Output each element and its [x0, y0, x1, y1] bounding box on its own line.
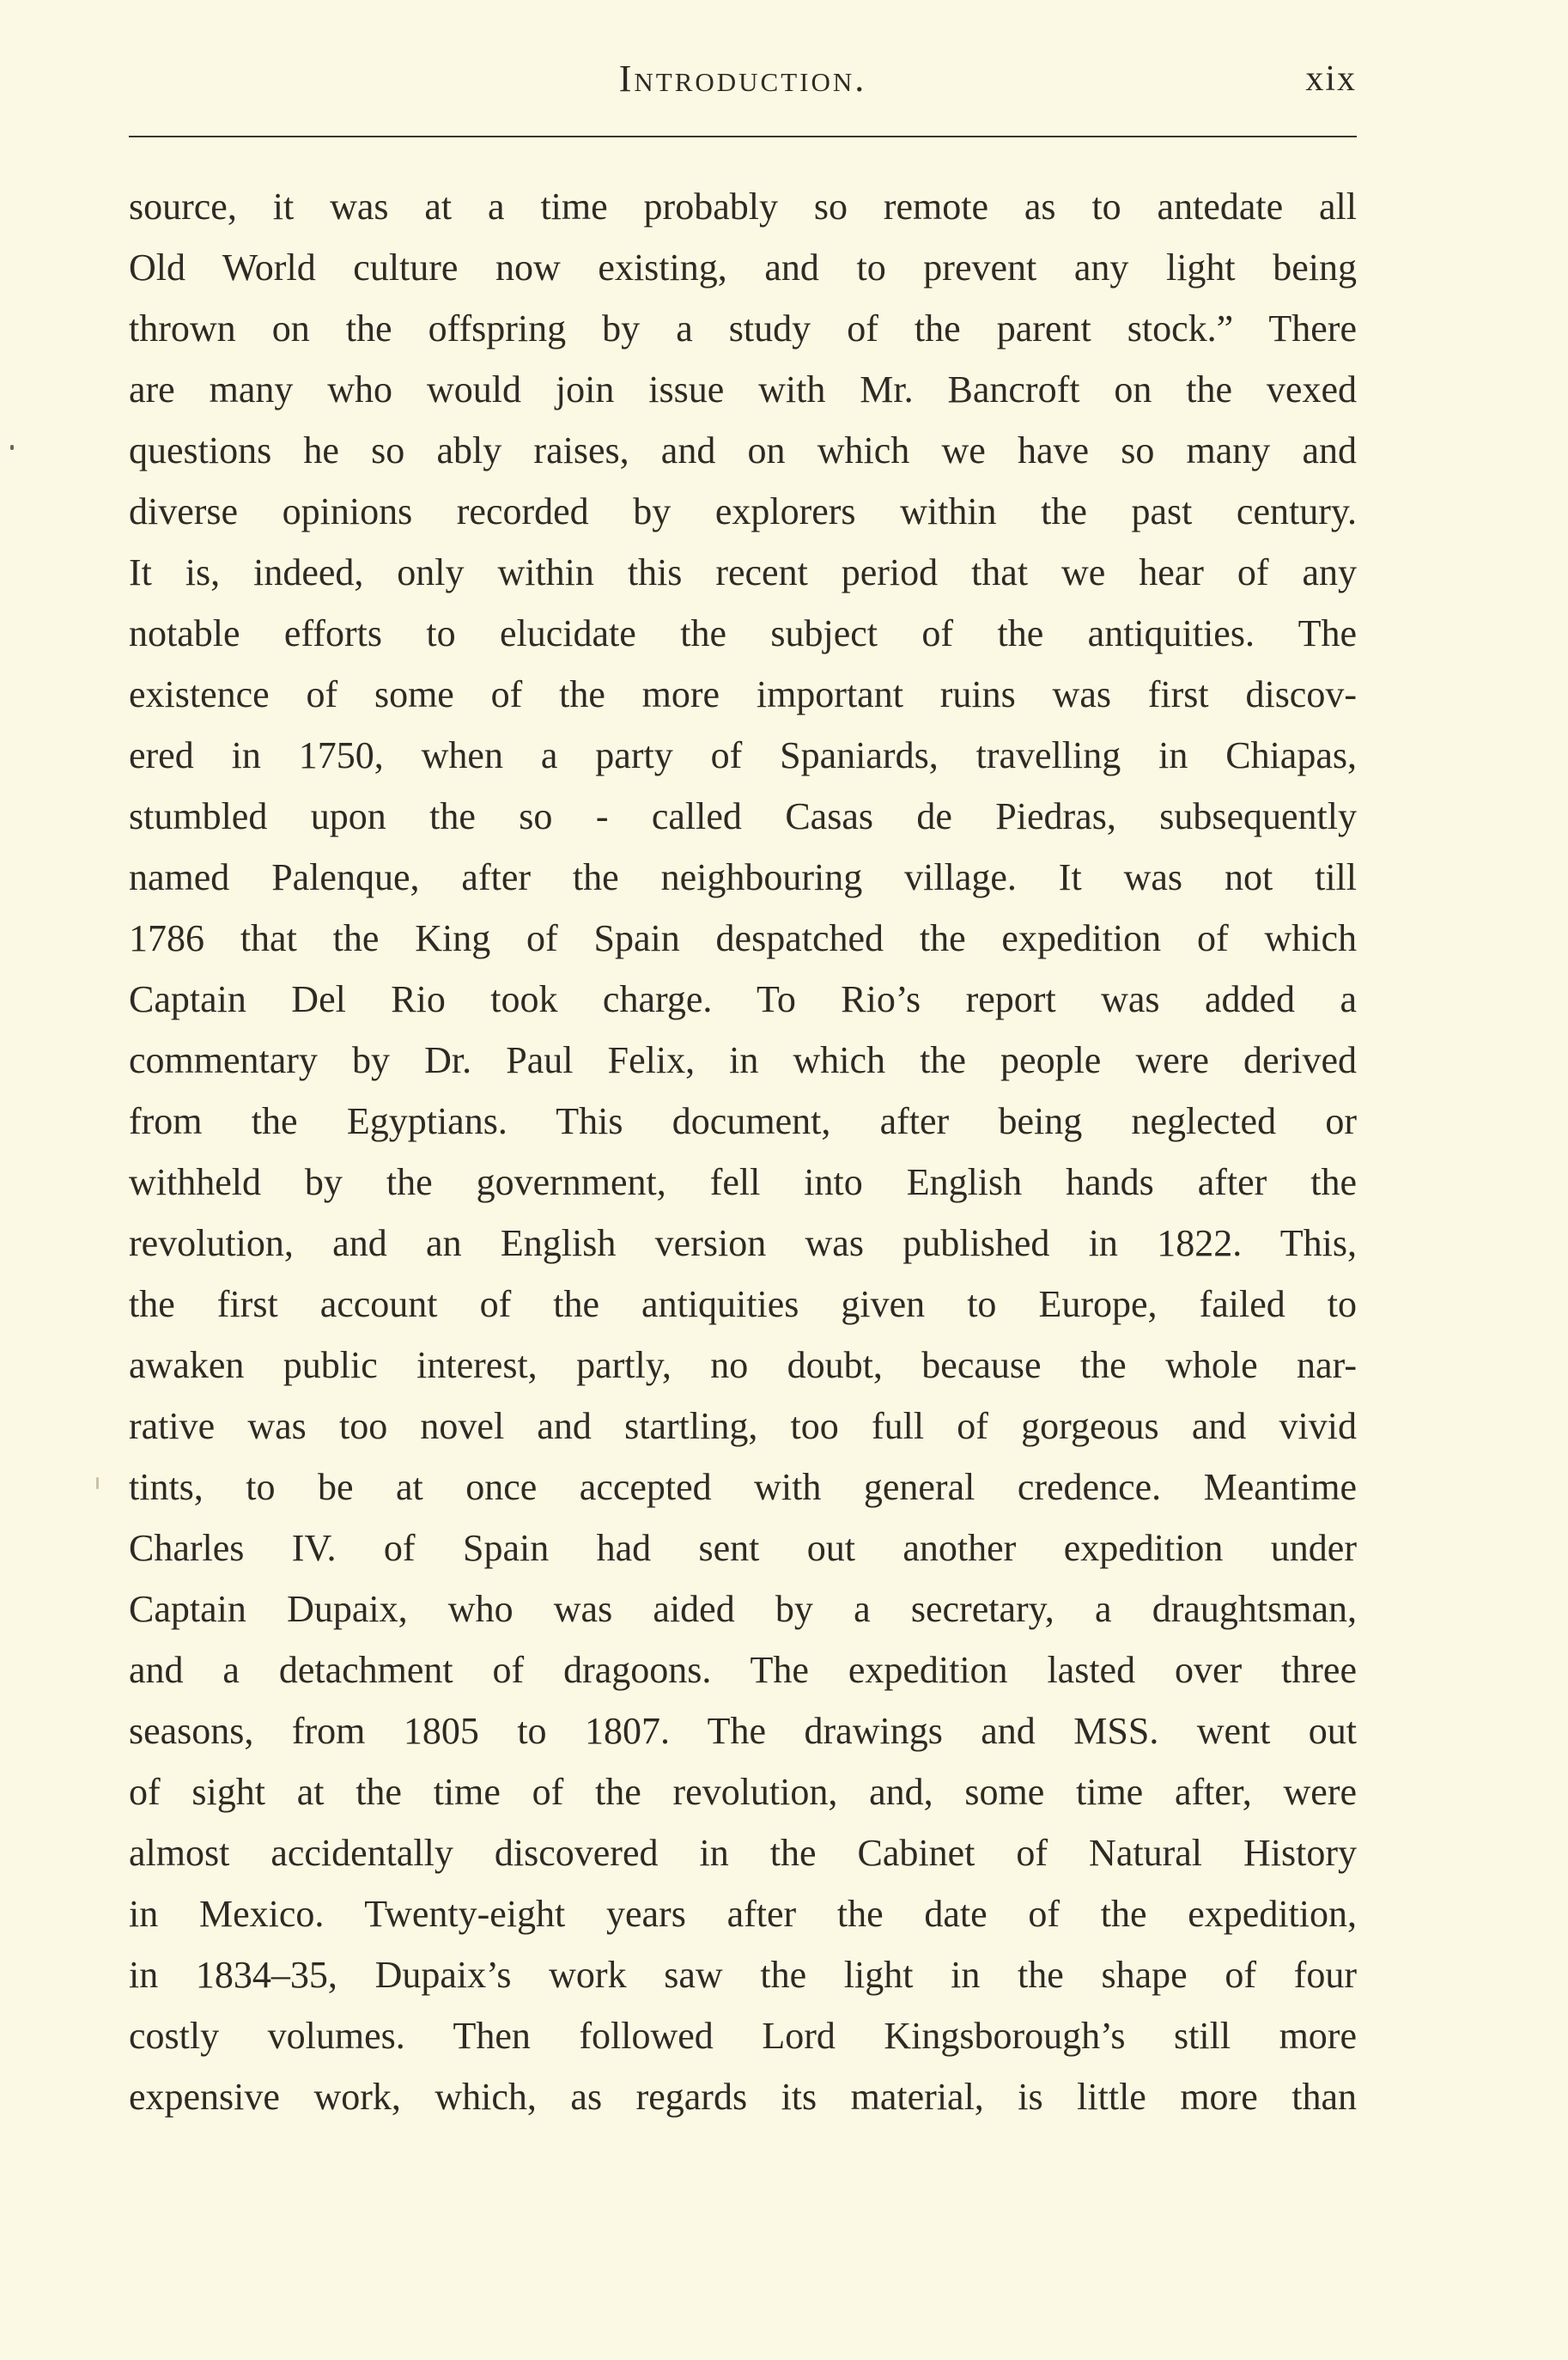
text-line: in 1834–35, Dupaix’s work saw the light in the shape of four — [129, 1954, 1357, 1996]
text-line: existence of some of the more important ruins was first discov- — [129, 673, 1357, 715]
text-line: Old World culture now existing, and to prevent any light being — [129, 246, 1357, 289]
text-line: thrown on the offspring by a study of the parent stock.” There — [129, 307, 1357, 350]
margin-speck — [10, 445, 14, 450]
text-line: tints, to be at once accepted with general credence. Meantime — [129, 1466, 1357, 1508]
text-line: costly volumes. Then followed Lord Kingsborough’s still more — [129, 2015, 1357, 2057]
text-line: rative was too novel and startling, too full of gorgeous and vivid — [129, 1405, 1357, 1447]
text-line: Charles IV. of Spain had sent out another expedition under — [129, 1527, 1357, 1569]
text-line: ered in 1750, when a party of Spaniards, travelling in Chiapas, — [129, 734, 1357, 776]
text-line: 1786 that the King of Spain despatched the expedition of which — [129, 917, 1357, 959]
text-line: of sight at the time of the revolution, and, some time after, were — [129, 1771, 1357, 1813]
page-number: xix — [1305, 59, 1357, 99]
text-line: are many who would join issue with Mr. Bancroft on the vexed — [129, 368, 1357, 411]
page-header — [129, 53, 1357, 105]
text-line: stumbled upon the so - called Casas de Piedras, subsequently — [129, 795, 1357, 837]
text-line: named Palenque, after the neighbouring village. It was not till — [129, 856, 1357, 898]
text-line: awaken public interest, partly, no doubt, because the whole nar- — [129, 1344, 1357, 1386]
text-line: questions he so ably raises, and on which we have so many and — [129, 429, 1357, 471]
text-line: from the Egyptians. This document, after being neglected or — [129, 1100, 1357, 1142]
margin-speck — [96, 1477, 99, 1489]
text-line: the first account of the antiquities given to Europe, failed to — [129, 1283, 1357, 1325]
text-line: It is, indeed, only within this recent period that we hear of any — [129, 551, 1357, 593]
text-line: in Mexico. Twenty-eight years after the date of the expedition, — [129, 1893, 1357, 1935]
text-line: notable efforts to elucidate the subject of the antiquities. The — [129, 612, 1357, 654]
text-line: expensive work, which, as regards its material, is little more than — [129, 2076, 1357, 2118]
header-rule — [129, 136, 1357, 137]
text-line: commentary by Dr. Paul Felix, in which the people were derived — [129, 1039, 1357, 1081]
text-line: and a detachment of dragoons. The expedition lasted over three — [129, 1649, 1357, 1691]
running-head: Introduction. — [618, 58, 867, 100]
text-line: seasons, from 1805 to 1807. The drawings and MSS. went out — [129, 1710, 1357, 1752]
text-line: Captain Del Rio took charge. To Rio’s report was added a — [129, 978, 1357, 1020]
text-line: almost accidentally discovered in the Cabinet of Natural History — [129, 1832, 1357, 1874]
text-line: source, it was at a time probably so remote as to antedate all — [129, 186, 1357, 228]
text-line: withheld by the government, fell into English hands after the — [129, 1161, 1357, 1203]
text-line: revolution, and an English version was published in 1822. This, — [129, 1222, 1357, 1264]
text-line: diverse opinions recorded by explorers within the past century. — [129, 490, 1357, 532]
body-text — [129, 176, 1357, 2127]
text-line: Captain Dupaix, who was aided by a secretary, a draughtsman, — [129, 1588, 1357, 1630]
